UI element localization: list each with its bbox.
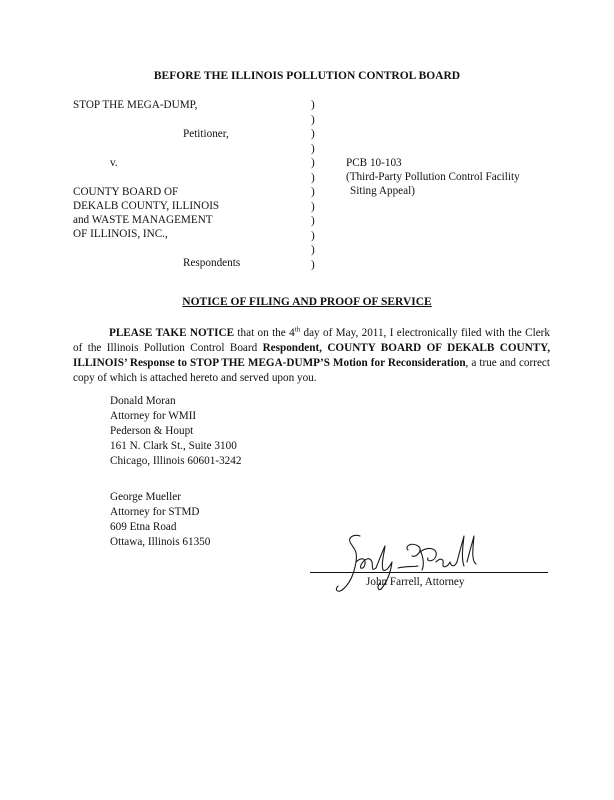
- caption-paren: ): [311, 215, 315, 227]
- respondent-line-4: OF ILLINOIS, INC.,: [73, 228, 168, 240]
- caption-paren: ): [311, 99, 315, 111]
- address-line: Attorney for STMD: [110, 506, 200, 518]
- ordinal-suffix: th: [294, 325, 301, 334]
- caption-paren: ): [311, 258, 315, 271]
- address-line: Chicago, Illinois 60601-3242: [110, 455, 242, 467]
- caption-paren: ): [311, 186, 315, 198]
- notice-text-3: , a true and correct copy of which is attached hereto and served upon you.: [73, 357, 550, 384]
- address-line: 161 N. Clark St., Suite 3100: [110, 440, 237, 452]
- document-title: BEFORE THE ILLINOIS POLLUTION CONTROL BOARD: [153, 70, 461, 82]
- petitioner-name: STOP THE MEGA-DUMP,: [73, 99, 198, 111]
- caption-paren: ): [311, 229, 315, 242]
- caption-paren-column: [311, 98, 315, 272]
- address-line: Ottawa, Illinois 61350: [110, 536, 211, 548]
- caption-paren: ): [311, 244, 315, 256]
- service-recipient-1: [110, 394, 241, 469]
- caption-paren: ): [311, 142, 315, 155]
- notice-body: [73, 326, 550, 386]
- respondent-line-3: and WASTE MANAGEMENT: [73, 214, 213, 226]
- address-line: 609 Etna Road: [110, 521, 177, 533]
- address-line: George Mueller: [110, 491, 181, 503]
- petitioner-role: Petitioner,: [183, 128, 229, 140]
- notice-text-2: day of May, 2011, I electronically filed with the Clerk of the Illinois Pollution Control Board: [73, 327, 550, 354]
- caption-paren: ): [311, 157, 315, 169]
- respondent-role: Respondents: [183, 257, 241, 269]
- case-number: PCB 10-103: [346, 157, 402, 169]
- caption-paren: ): [311, 200, 315, 213]
- caption-paren: ): [311, 113, 315, 126]
- notice-text-1: that on the 4: [234, 327, 295, 339]
- address-line: Attorney for WMII: [110, 410, 197, 422]
- service-recipient-2: [110, 490, 210, 550]
- caption-paren: ): [311, 128, 315, 140]
- signature-line: [310, 572, 548, 573]
- caption-paren: ): [311, 171, 315, 184]
- case-description-line-1: (Third-Party Pollution Control Facility: [346, 171, 520, 183]
- respondent-line-1: COUNTY BOARD OF: [73, 186, 179, 198]
- filed-document-title: Respondent, COUNTY BOARD OF DEKALB COUNTY, ILLINOIS’ Response to STOP THE MEGA-DUMP’S Motion for Reconsideration: [73, 342, 550, 369]
- notice-lead: PLEASE TAKE NOTICE: [109, 327, 235, 339]
- notice-heading: NOTICE OF FILING AND PROOF OF SERVICE: [182, 296, 432, 308]
- respondent-line-2: DEKALB COUNTY, ILLINOIS: [73, 200, 220, 212]
- case-description-line-2: Siting Appeal): [350, 185, 415, 197]
- address-line: Donald Moran: [110, 395, 176, 407]
- address-line: Pederson & Houpt: [110, 425, 194, 437]
- signer-name: John Farrell, Attorney: [366, 576, 465, 588]
- versus: v.: [110, 157, 118, 169]
